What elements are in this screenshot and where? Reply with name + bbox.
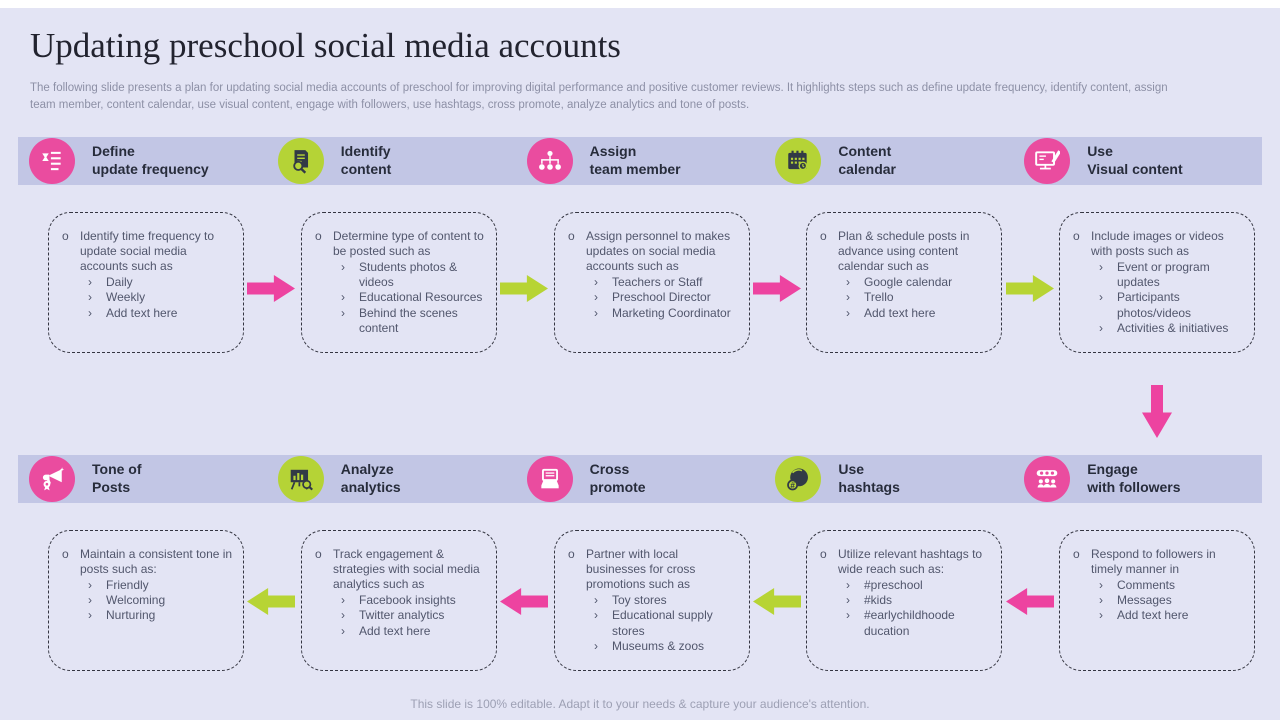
box-lead-text: Utilize relevant hashtags to wide reach such as:: [838, 547, 983, 577]
bullet-chevron-marker: ›: [341, 593, 345, 608]
svg-text:#: #: [790, 480, 796, 490]
step-header-use-visual-content: [1013, 138, 1262, 184]
box-bullet: [88, 290, 234, 305]
box-bullet-text: Facebook insights: [359, 593, 456, 608]
flow-arrow-down: [1142, 385, 1172, 438]
step-header-line2: calendar: [838, 161, 896, 177]
box-bullet-text: Marketing Coordinator: [612, 305, 731, 320]
box-lead-text: Respond to followers in timely manner in: [1091, 547, 1216, 577]
step-header-line2: Posts: [92, 479, 131, 495]
step-box-cross-promote: [554, 530, 750, 671]
box-bullet-text: Add text here: [106, 305, 178, 320]
step-header-line1: Identify: [340, 143, 391, 160]
step-header-line1: Use: [1087, 143, 1113, 160]
bullet-chevron-marker: ›: [1099, 593, 1103, 608]
bullet-chevron-marker: ›: [594, 593, 598, 608]
bullet-circle-marker: o: [568, 547, 575, 561]
step-header-line2: team member: [589, 161, 681, 177]
bullet-chevron-marker: ›: [846, 275, 850, 290]
box-bullet-text: Event or program updates: [1117, 260, 1210, 290]
box-bullet-text: Comments: [1117, 578, 1176, 593]
step-box-identify-content: [301, 212, 497, 353]
use-hashtags-icon: [775, 456, 821, 502]
box-bullet-text: Teachers or Staff: [612, 275, 703, 290]
flow-arrow-right-1: [247, 275, 295, 302]
box-lead: [568, 229, 740, 274]
bullet-chevron-marker: ›: [846, 608, 850, 623]
bullet-chevron-marker: ›: [594, 305, 598, 320]
engage-followers-icon: [1024, 456, 1070, 502]
box-bullet-text: Preschool Director: [612, 290, 711, 305]
bullet-circle-marker: o: [568, 229, 575, 243]
box-bullet-text: Participants photos/videos: [1117, 290, 1192, 320]
box-lead-text: Plan & schedule posts in advance using content calendar such as: [838, 229, 970, 274]
box-lead-text: Partner with local businesses for cross promotions such as: [586, 547, 696, 592]
box-bullet-text: Messages: [1117, 593, 1172, 608]
step-box-use-visual-content: [1059, 212, 1255, 353]
assign-team-icon: [527, 138, 573, 184]
slide-canvas: [0, 8, 1280, 720]
box-lead-text: Assign personnel to makes updates on social media accounts such as: [586, 229, 731, 274]
box-bullet-text: Daily: [106, 275, 133, 290]
box-bullet: [1099, 290, 1245, 320]
step-header-line2: analytics: [340, 479, 401, 495]
box-lead: [820, 547, 992, 577]
box-lead: [1073, 547, 1245, 577]
box-bullet-text: #preschool: [864, 578, 923, 593]
analyze-analytics-icon: [278, 456, 324, 502]
step-header-line1: Analyze: [340, 461, 394, 478]
bullet-chevron-marker: ›: [1099, 578, 1103, 593]
box-lead-text: Determine type of content to be posted such as: [333, 229, 484, 259]
header-band-row2: [18, 455, 1262, 503]
step-header-label: [1087, 461, 1180, 497]
step-box-use-hashtags: [806, 530, 1002, 671]
box-bullet-text: Educational supply stores: [612, 608, 713, 638]
box-lead-text: Track engagement & strategies with social media analytics such as: [333, 547, 480, 592]
box-bullet: [341, 624, 487, 639]
step-header-analyze-analytics: [267, 456, 516, 502]
box-lead-text: Maintain a consistent tone in posts such as:: [80, 547, 233, 577]
bullet-circle-marker: o: [820, 547, 827, 561]
step-header-use-hashtags: [764, 456, 1013, 502]
bullet-chevron-marker: ›: [88, 290, 92, 305]
box-bullet: [1099, 260, 1245, 290]
step-header-label: [92, 143, 209, 179]
bullet-chevron-marker: ›: [594, 638, 598, 653]
step-header-line1: Assign: [589, 143, 637, 160]
box-bullet-text: Add text here: [1117, 608, 1189, 623]
box-bullet: [341, 260, 487, 290]
box-bullet-text: Google calendar: [864, 275, 953, 290]
identify-content-icon: [278, 138, 324, 184]
bullet-circle-marker: o: [62, 229, 69, 243]
step-header-line1: Define: [92, 143, 135, 160]
bullet-chevron-marker: ›: [341, 260, 345, 275]
box-bullet-text: Behind the scenes content: [359, 305, 458, 335]
box-bullet: [341, 608, 487, 623]
box-bullet: [594, 306, 740, 321]
step-header-line1: Use: [838, 461, 865, 478]
bullet-chevron-marker: ›: [88, 593, 92, 608]
bullet-chevron-marker: ›: [341, 290, 345, 305]
step-header-identify-content: [267, 138, 516, 184]
step-header-line2: hashtags: [838, 479, 900, 495]
box-lead-text: Include images or videos with posts such as: [1091, 229, 1224, 259]
box-bullet: [88, 578, 234, 593]
flow-arrow-right-4: [1006, 275, 1054, 302]
bullet-chevron-marker: ›: [341, 608, 345, 623]
step-header-label: [590, 143, 681, 179]
step-box-assign-team-member: [554, 212, 750, 353]
step-box-analyze-analytics: [301, 530, 497, 671]
box-bullet: [846, 578, 992, 593]
box-bullet: [594, 593, 740, 608]
step-box-engage-with-followers: [1059, 530, 1255, 671]
flow-arrow-left-3: [500, 588, 548, 615]
box-bullet: [594, 290, 740, 305]
cross-promote-icon: [527, 456, 573, 502]
bullet-chevron-marker: ›: [594, 290, 598, 305]
box-bullet: [88, 306, 234, 321]
step-header-line2: promote: [589, 479, 646, 495]
box-bullet: [846, 593, 992, 608]
step-header-assign-team-member: [516, 138, 765, 184]
bullet-circle-marker: o: [1073, 547, 1080, 561]
flow-arrow-right-3: [753, 275, 801, 302]
step-header-define-update-frequency: [18, 138, 267, 184]
box-bullet: [846, 306, 992, 321]
bullet-chevron-marker: ›: [341, 623, 345, 638]
bullet-chevron-marker: ›: [88, 608, 92, 623]
box-bullet-text: Welcoming: [106, 593, 166, 608]
box-lead: [820, 229, 992, 274]
box-lead: [568, 547, 740, 592]
box-bullet-text: #kids: [864, 593, 893, 608]
box-bullet-text: Add text here: [359, 623, 431, 638]
bullet-chevron-marker: ›: [846, 290, 850, 305]
slide-subtitle: The following slide presents a plan for updating social media accounts of preschool for improving digital performance and positive customer reviews. It highlights steps such as define update frequency, identify content, assign team member, content calendar, use visual content, engage with followers, use hashtags, cross promote, analyze analytics and tone of posts.: [30, 82, 1168, 112]
bullet-circle-marker: o: [315, 547, 322, 561]
step-header-label: [92, 461, 142, 497]
box-bullet: [594, 275, 740, 290]
flow-arrow-left-4: [247, 588, 295, 615]
visual-content-icon: [1024, 138, 1070, 184]
bullet-chevron-marker: ›: [1099, 320, 1103, 335]
page-title: Updating preschool social media accounts: [30, 26, 621, 65]
box-bullet-text: Toy stores: [612, 593, 667, 608]
tone-of-posts-icon: [29, 456, 75, 502]
step-header-cross-promote: [516, 456, 765, 502]
bullet-circle-marker: o: [315, 229, 322, 243]
box-bullet: [846, 290, 992, 305]
bullet-chevron-marker: ›: [341, 305, 345, 320]
step-header-line2: Visual content: [1087, 161, 1183, 177]
header-band-row1: [18, 137, 1262, 185]
step-header-line1: Engage: [1087, 461, 1138, 478]
bullet-chevron-marker: ›: [594, 608, 598, 623]
box-bullet-text: Museums & zoos: [612, 638, 705, 653]
bullet-chevron-marker: ›: [1099, 260, 1103, 275]
box-bullet: [1099, 321, 1245, 336]
box-bullet: [846, 608, 992, 638]
box-bullet: [341, 306, 487, 336]
step-header-label: [838, 143, 896, 179]
step-header-line2: update frequency: [92, 161, 209, 177]
box-bullet: [594, 608, 740, 638]
box-bullet: [88, 593, 234, 608]
step-header-tone-of-posts: [18, 456, 267, 502]
bullet-circle-marker: o: [1073, 229, 1080, 243]
flow-arrow-right-2: [500, 275, 548, 302]
flow-arrow-left-1: [1006, 588, 1054, 615]
bullet-chevron-marker: ›: [846, 593, 850, 608]
bullet-chevron-marker: ›: [594, 275, 598, 290]
bullet-chevron-marker: ›: [1099, 290, 1103, 305]
box-bullet-text: Weekly: [106, 290, 146, 305]
box-bullet-text: Twitter analytics: [359, 608, 445, 623]
box-bullet: [341, 593, 487, 608]
step-header-line2: content: [340, 161, 392, 177]
slide-footer-note: This slide is 100% editable. Adapt it to your needs & capture your audience's attention.: [410, 697, 870, 711]
content-calendar-icon: [775, 138, 821, 184]
box-bullet-text: Educational Resources: [359, 290, 483, 305]
box-bullet-text: #earlychildhoode ducation: [864, 608, 955, 638]
step-header-line2: with followers: [1087, 479, 1181, 495]
box-bullet: [88, 275, 234, 290]
box-bullet-text: Nurturing: [106, 608, 156, 623]
step-header-line1: Cross: [589, 461, 630, 478]
box-bullet-text: Students photos & videos: [359, 260, 458, 290]
box-lead: [62, 229, 234, 274]
box-bullet-text: Activities & initiatives: [1117, 320, 1229, 335]
box-bullet: [341, 290, 487, 305]
step-header-content-calendar: [764, 138, 1013, 184]
box-lead: [315, 547, 487, 592]
bullet-chevron-marker: ›: [846, 578, 850, 593]
bullet-circle-marker: o: [62, 547, 69, 561]
box-bullet-text: Trello: [864, 290, 894, 305]
box-lead: [315, 229, 487, 259]
define-frequency-icon: [29, 138, 75, 184]
step-box-content-calendar: [806, 212, 1002, 353]
step-box-define-update-frequency: [48, 212, 244, 353]
box-bullet-text: Friendly: [106, 578, 149, 593]
bullet-circle-marker: o: [820, 229, 827, 243]
box-lead: [1073, 229, 1245, 259]
box-bullet: [88, 608, 234, 623]
step-header-label: [341, 461, 401, 497]
box-bullet: [846, 275, 992, 290]
step-header-engage-with-followers: [1013, 456, 1262, 502]
bullet-chevron-marker: ›: [88, 578, 92, 593]
bullet-chevron-marker: ›: [846, 305, 850, 320]
step-header-label: [838, 461, 899, 497]
box-bullet-text: Add text here: [864, 305, 936, 320]
box-bullet: [1099, 578, 1245, 593]
bullet-chevron-marker: ›: [1099, 608, 1103, 623]
step-header-label: [1087, 143, 1182, 179]
step-header-label: [341, 143, 392, 179]
step-header-line1: Tone of: [92, 461, 142, 478]
box-lead: [62, 547, 234, 577]
box-bullet: [1099, 593, 1245, 608]
step-box-tone-of-posts: [48, 530, 244, 671]
flow-arrow-left-2: [753, 588, 801, 615]
box-bullet: [594, 639, 740, 654]
bullet-chevron-marker: ›: [88, 275, 92, 290]
box-bullet: [1099, 608, 1245, 623]
step-header-line1: Content: [838, 143, 892, 160]
step-header-label: [590, 461, 646, 497]
box-lead-text: Identify time frequency to update social media accounts such as: [80, 229, 215, 274]
bullet-chevron-marker: ›: [88, 305, 92, 320]
